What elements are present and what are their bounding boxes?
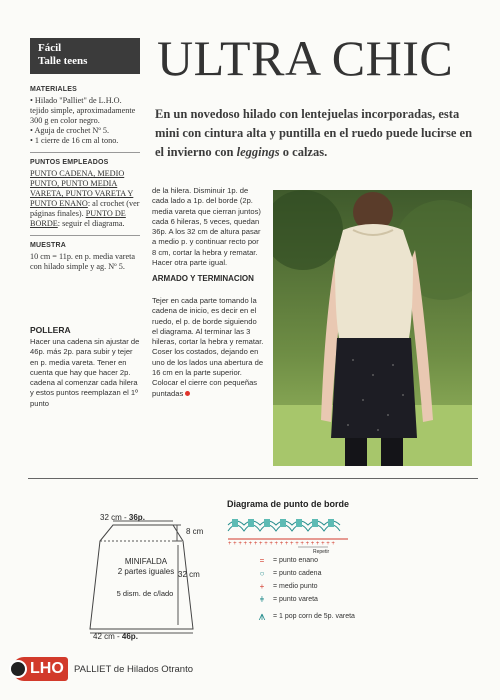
intro-italic: leggings: [236, 145, 280, 159]
intro-part2: o calzas.: [279, 145, 328, 159]
puntos-text: [30, 169, 140, 229]
schematic-bottom-stitches: 46p.: [121, 632, 138, 641]
lho-logo: [12, 657, 68, 681]
page-title: ULTRA CHIC: [157, 30, 454, 86]
legend-label: = punto enano: [273, 557, 318, 564]
muestra-text: 10 cm = 11p. en p. media vareta con hilado simple y ag. Nº 5.: [30, 252, 136, 271]
difficulty-level: Fácil: [38, 42, 62, 54]
intro-text: [155, 105, 475, 162]
schematic-height: 32 cm: [178, 570, 200, 579]
puntos-note: : al crochet (ver páginas finales).: [30, 199, 140, 218]
punto-cadena-icon: ○: [259, 569, 265, 578]
logo-text: LHO: [30, 660, 64, 677]
svg-text:+ + + + + + + + + + + + + + +: + + + + + + + + + + + + + + + + + + + + +: [228, 541, 335, 547]
schematic-dism: 5 dism. de c/lado: [116, 589, 174, 598]
end-dot: [185, 391, 190, 396]
model-photo: [273, 190, 472, 466]
materiales-item: • 1 cierre de 16 cm al tono.: [30, 136, 119, 145]
intro-part1: En un novedoso hilado con lentejuelas incorporadas, esta mini con cintura alta y puntilla en el ruedo puede lucirse en el invierno con: [155, 107, 473, 159]
size-label: Talle teens: [38, 55, 88, 67]
muestra-heading: MUESTRA: [30, 242, 67, 249]
legend-item: [255, 580, 355, 593]
footer-text: PALLIET de Hilados Otranto: [74, 664, 193, 675]
muestra-section: [30, 241, 140, 278]
legend-label: = medio punto: [273, 583, 318, 590]
medio-punto-icon: +: [259, 582, 265, 591]
schematic-top-stitches: 36p.: [128, 513, 145, 522]
schematic-bottom: [93, 632, 138, 641]
schematic-parts: 2 partes iguales: [117, 567, 175, 576]
legend-label: = punto vareta: [273, 596, 318, 603]
puntos-section: [30, 158, 140, 236]
punto-borde-note: : seguir el diagrama.: [57, 219, 125, 228]
legend-item: [255, 610, 355, 623]
footer: [12, 655, 482, 685]
puntos-heading: PUNTOS EMPLEADOS: [30, 159, 109, 166]
info-column: [30, 85, 140, 283]
legend-label: = punto cadena: [273, 570, 322, 577]
puntos-list: PUNTO CADENA, MEDIO PUNTO, PUNTO MEDIA VARETA, PUNTO VARETA Y PUNTO ENANO: [30, 169, 134, 208]
pop-corn-icon: ⩚: [258, 609, 266, 623]
pollera-text: Hacer una cadena sin ajustar de 46p. más 2p. para subir y tejer en p. media vareta. Tener en cuenta que hay que hacer 2p. cadena al comenzar cada hilera y estos puntos reemplazan el 1º punto: [30, 337, 140, 408]
difficulty-box: [30, 38, 140, 74]
repeat-label: Repetir: [313, 549, 330, 555]
schematic-waist: 8 cm: [186, 527, 204, 536]
schematic-top: [100, 513, 145, 522]
materiales-item: • Hilado "Palliet" de L.H.O. tejido simple, aproximadamente 300 g en color negro.: [30, 96, 136, 125]
legend-item: [255, 593, 355, 606]
punto-enano-icon: =: [259, 556, 265, 565]
legend-item: [255, 554, 355, 567]
armado-body: Tejer en cada parte tomando la cadena de inicio, es decir en el ruedo, el p. de borde siguiendo el diagrama. Al terminar las 3 hileras, cortar la hebra y rematar. Coser los costados, dejando en uno de los lados una abertura de 16 cm en la parte superior. Colocar el cierre con pequeñas puntadas: [152, 296, 264, 398]
armado-heading: ARMADO Y TERMINACION: [152, 274, 254, 283]
pattern-title: Diagrama de punto de borde: [227, 499, 350, 509]
logo-ball-icon: [9, 660, 27, 678]
stitch-legend: [255, 554, 355, 623]
punto-vareta-icon: ǂ: [259, 595, 265, 604]
materiales-item: • Aguja de crochet Nº 5.: [30, 126, 110, 135]
legend-item: [255, 567, 355, 580]
continuation-text: de la hilera. Disminuir 1p. de cada lado a 1p. del borde (2p. media vareta que cierran juntos) cada 6 hileras, 5 veces, quedan 36p. A los 32 cm de altura pasar a medio p. y continuar recto por 8 cm, cortar la hebra y rematar. Hacer otra parte igual.: [152, 186, 261, 268]
pollera-heading: POLLERA: [30, 325, 71, 335]
legend-label: = 1 pop corn de 5p. vareta: [273, 613, 355, 620]
schematic-bottom-cm: 42 cm -: [93, 632, 122, 641]
materiales-heading: MATERIALES: [30, 86, 77, 93]
punto-borde-label: PUNTO DE BORDE: [30, 209, 126, 228]
materiales-section: [30, 85, 140, 153]
armado-text: [152, 296, 264, 399]
schematic-top-cm: 32 cm -: [100, 513, 129, 522]
schematic-name: MINIFALDA: [124, 557, 168, 566]
